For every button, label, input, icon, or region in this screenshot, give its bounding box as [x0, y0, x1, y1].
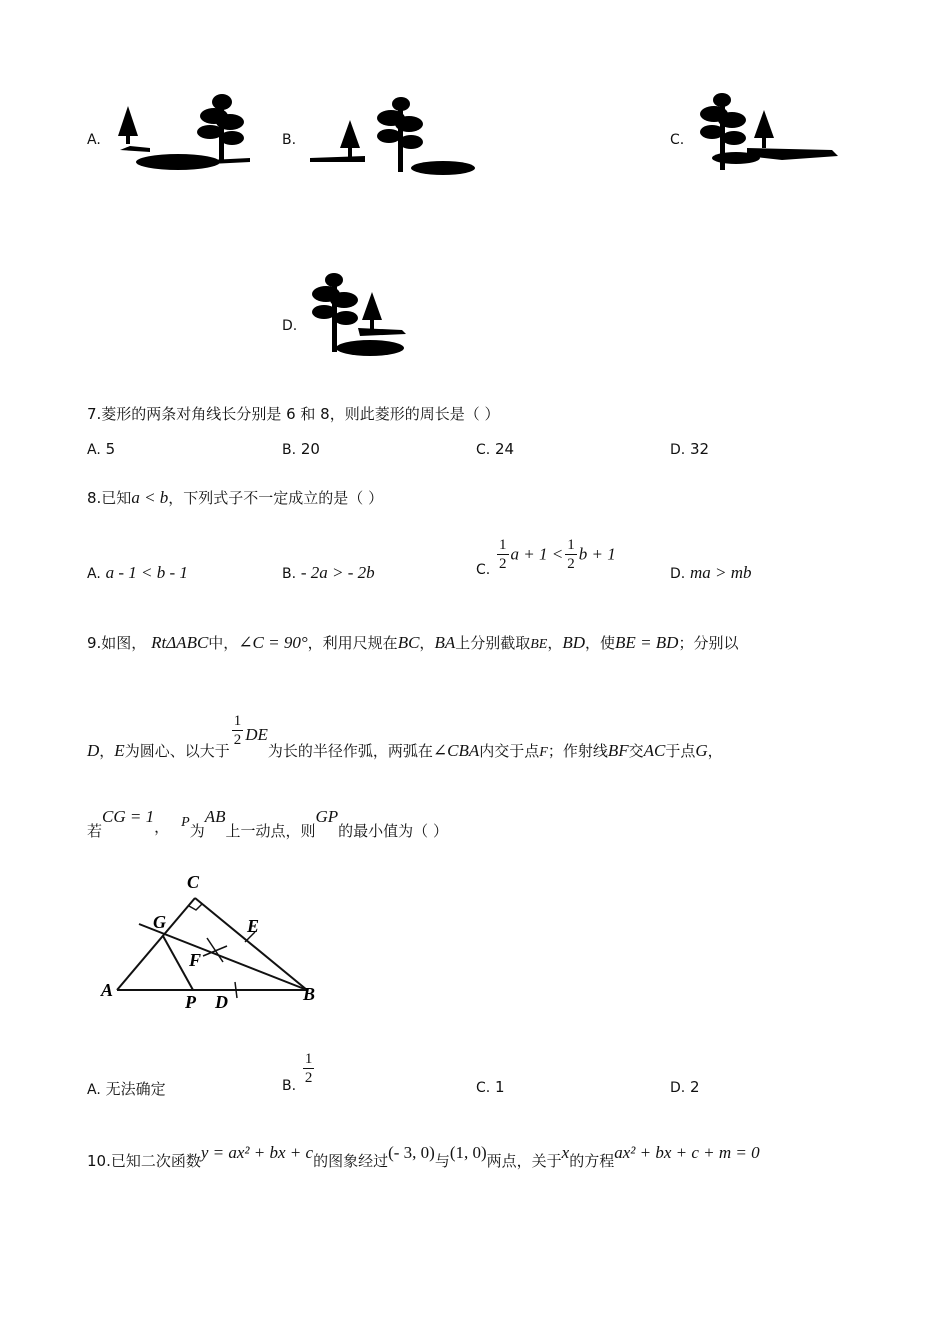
q9-line-2	[87, 708, 723, 760]
q7-option-d-label: D.	[670, 442, 686, 458]
q7-option-c[interactable]	[476, 440, 514, 458]
label-a: A	[101, 980, 114, 1000]
q9-l1-m5: BE	[530, 637, 548, 652]
q9-l2-t1: ，	[99, 741, 115, 760]
q7-option-c-label: C.	[476, 442, 491, 458]
q8-option-c-expr-b: b + 1	[578, 544, 616, 564]
label-e: E	[247, 916, 260, 936]
q9-line-3	[87, 806, 448, 840]
q6-option-d-image	[300, 268, 420, 363]
q7-option-a-label: A.	[87, 442, 101, 458]
q8-option-d[interactable]	[670, 563, 752, 583]
q9-l1-m2: ∠C = 90°	[238, 633, 308, 652]
q9-l3-t4: 上一动点，则	[225, 822, 316, 840]
q8-option-d-label: D.	[670, 566, 686, 582]
q9-l3-m3: AB	[204, 807, 226, 826]
q9-l1-m7: BE = BD	[615, 633, 679, 652]
label-p: P	[185, 992, 196, 1012]
q9-triangle-figure	[95, 868, 330, 1018]
q10-t1: 10.已知二次函数	[87, 1152, 201, 1170]
q9-l1-t2: 中，	[208, 634, 239, 652]
q10-m2: (- 3, 0)	[388, 1143, 435, 1162]
label-c: C	[187, 872, 200, 892]
q9-l2-m2: E	[114, 740, 125, 760]
q9-l2-t2: 为圆心、以大于	[124, 741, 230, 760]
q8-option-c-frac-1-den: 2	[499, 556, 507, 572]
q8-option-c[interactable]	[476, 537, 616, 578]
q9-l2-m4: ∠CBA	[432, 740, 480, 760]
q9-l1-m3: BC	[397, 633, 420, 652]
q9-option-c-value: 1	[495, 1078, 505, 1096]
q9-l2-m8: G	[695, 740, 708, 760]
q10-t3: 与	[434, 1152, 450, 1170]
q10-stem	[87, 1142, 760, 1170]
q9-l2-t7: 于点	[665, 741, 696, 760]
q9-option-d-label: D.	[670, 1080, 686, 1096]
q8-option-b-label: B.	[282, 566, 297, 582]
q9-l1-t6: ，	[547, 634, 563, 652]
q9-option-a-label: A.	[87, 1082, 101, 1098]
q9-l2-frac	[232, 714, 244, 748]
q9-option-b-label: B.	[282, 1077, 297, 1094]
q9-l2-frac-den: 2	[233, 732, 242, 748]
label-g: G	[153, 912, 166, 932]
q9-option-b-frac-den: 2	[304, 1070, 313, 1086]
q6-option-d-label: D.	[282, 318, 298, 334]
q6-option-a-label: A.	[87, 132, 101, 148]
q8-option-b-expr: - 2a > - 2b	[300, 563, 375, 582]
q9-option-b-frac	[303, 1052, 315, 1086]
q7-option-c-value: 24	[495, 440, 515, 458]
q9-l1-t7: ，使	[585, 634, 616, 652]
q7-option-b[interactable]	[282, 440, 320, 458]
q8-option-c-label: C.	[476, 561, 491, 578]
q8-option-c-frac-2-num: 1	[567, 537, 575, 553]
q8-option-a-expr: a - 1 < b - 1	[105, 563, 188, 582]
q9-line-1	[87, 632, 738, 653]
q9-l2-t8: ，	[707, 741, 723, 760]
q10-m5: ax² + bx + c + m = 0	[614, 1143, 760, 1162]
q8-condition: a < b	[131, 488, 169, 507]
q9-l3-m4: GP	[315, 807, 339, 826]
q6-option-b-image	[305, 92, 480, 182]
q8-stem	[87, 487, 383, 508]
q9-l3-m1: CG = 1	[102, 807, 155, 826]
q6-option-c-image	[692, 88, 842, 178]
q6-option-c-label: C.	[670, 132, 685, 148]
q9-l1-m1: RtΔABC	[151, 633, 209, 652]
q9-option-a[interactable]	[87, 1078, 166, 1099]
q9-l2-m7: AC	[643, 740, 666, 760]
q8-option-c-frac-2	[565, 538, 577, 572]
q7-option-a-value: 5	[105, 440, 116, 458]
q9-l1-m4: BA	[434, 633, 456, 652]
q9-option-a-value: 无法确定	[105, 1080, 166, 1098]
q9-l3-t2: ，	[154, 818, 170, 836]
q9-l3-t5: 的最小值为（ ）	[338, 822, 448, 840]
q9-option-d[interactable]	[670, 1078, 700, 1096]
q10-m4: x	[561, 1143, 570, 1162]
q9-l2-t4: 内交于点	[479, 741, 540, 760]
q8-stem-prefix: 8.已知	[87, 489, 132, 507]
q9-option-b-frac-num: 1	[304, 1051, 313, 1067]
q9-l1-t8: ；分别以	[678, 634, 739, 652]
q9-l2-m6: BF	[607, 740, 629, 760]
q9-l2-t3: 为长的半径作弧，两弧在	[267, 741, 433, 760]
q9-option-b[interactable]	[282, 1051, 316, 1094]
q7-option-d[interactable]	[670, 440, 709, 458]
q9-l2-t5: ；作射线	[547, 741, 608, 760]
label-d: D	[215, 992, 228, 1012]
q9-l2-t6: 交	[628, 741, 644, 760]
q10-m3: (1, 0)	[449, 1143, 487, 1162]
q7-option-a[interactable]	[87, 440, 115, 458]
q8-option-c-frac-1-num: 1	[499, 537, 507, 553]
q7-stem: 7.菱形的两条对角线长分别是 6 和 8，则此菱形的周长是（ ）	[87, 405, 500, 423]
q9-l1-m6: BD	[562, 633, 586, 652]
q7-option-b-label: B.	[282, 442, 297, 458]
q9-l1-t4: ，	[419, 634, 435, 652]
q9-l1-t5: 上分别截取	[455, 634, 531, 652]
q9-l2-m3: DE	[245, 724, 268, 744]
q8-stem-suffix: ，下列式子不一定成立的是（ ）	[168, 489, 384, 507]
q8-option-d-expr: ma > mb	[690, 563, 752, 582]
q9-l1-t3: ，利用尺规在	[307, 634, 398, 652]
q8-option-c-frac-2-den: 2	[567, 556, 575, 572]
label-f: F	[189, 950, 202, 970]
q9-l3-m2: P	[181, 815, 190, 830]
q10-m1: y = ax² + bx + c	[200, 1143, 314, 1162]
q9-l3-t3: 为	[189, 822, 205, 840]
q10-t2: 的图象经过	[313, 1152, 389, 1170]
q9-option-c-label: C.	[476, 1080, 491, 1096]
q9-l1-t1: 9.如图，	[87, 634, 147, 652]
q9-option-c[interactable]	[476, 1078, 505, 1096]
label-b: B	[303, 984, 316, 1004]
q9-l2-frac-num: 1	[233, 713, 242, 729]
q9-l2-m5: F	[539, 744, 548, 760]
q8-option-b[interactable]	[282, 563, 375, 583]
ray-bf	[139, 924, 307, 990]
q7-option-d-value: 32	[690, 440, 710, 458]
q8-option-a[interactable]	[87, 563, 188, 583]
q10-t4: 两点，关于	[486, 1152, 562, 1170]
q6-option-a-image	[110, 88, 260, 178]
q6-option-b-label: B.	[282, 132, 297, 148]
q9-l3-t1: 若	[87, 822, 103, 840]
q9-l2-m1: D	[87, 740, 100, 760]
q8-option-c-frac-1	[497, 538, 509, 572]
q9-option-d-value: 2	[690, 1078, 700, 1096]
q8-option-a-label: A.	[87, 566, 101, 582]
q8-option-c-expr-a: a + 1 <	[510, 544, 564, 564]
q7-option-b-value: 20	[300, 440, 320, 458]
q10-t5: 的方程	[569, 1152, 615, 1170]
